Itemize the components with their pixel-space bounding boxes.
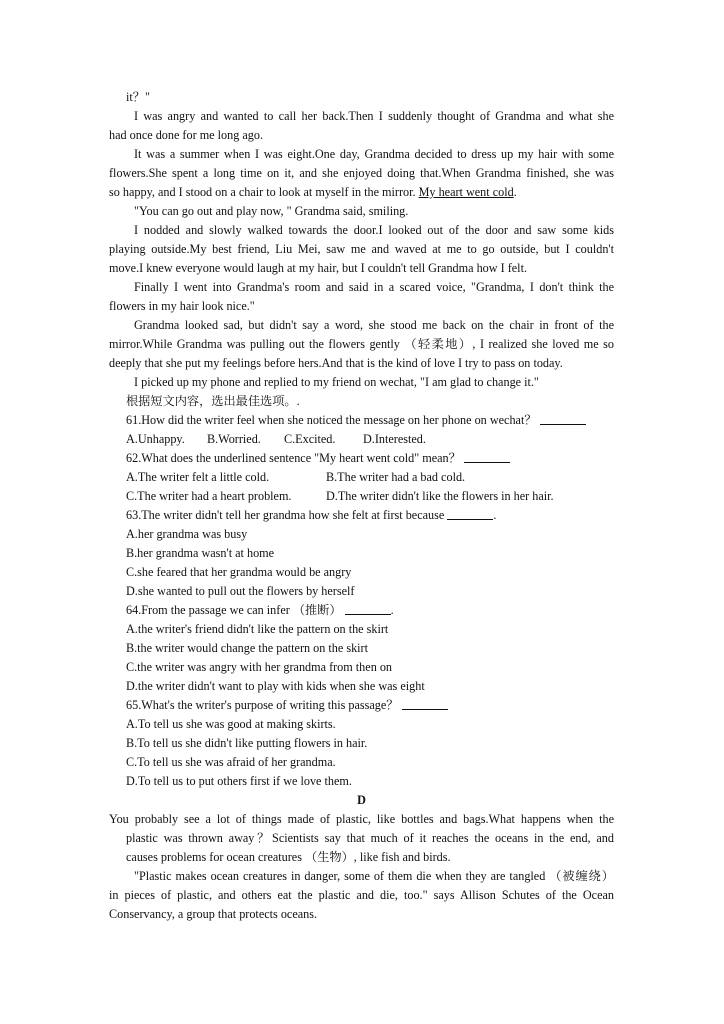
options-row — [109, 487, 614, 506]
answer-blank[interactable] — [402, 697, 448, 710]
option[interactable]: D.The writer didn't like the flowers in her hair. — [326, 489, 554, 503]
option[interactable]: A.her grandma was busy — [126, 527, 248, 541]
passage-text: so happy, and I stood on a chair to look at myself in the mirror. — [109, 185, 419, 199]
options-row — [109, 468, 614, 487]
option[interactable]: A.To tell us she was good at making skirts. — [126, 717, 336, 731]
option[interactable]: B.her grandma wasn't at home — [126, 546, 275, 560]
passage-line: mirror.While Grandma was pulling out the flowers gently （轻柔地）, I realized she loved me so — [109, 337, 614, 351]
question-stem: 63.The writer didn't tell her grandma how she felt at first because . — [126, 508, 497, 522]
section-heading: D — [357, 793, 366, 807]
passage-line: playing outside.My best friend, Liu Mei, saw me and waved at me to go outside, but I couldn't — [109, 242, 614, 256]
option[interactable]: C.she feared that her grandma would be angry — [126, 565, 352, 579]
passage-line: "You can go out and play now, " Grandma said, smiling. — [134, 204, 409, 218]
passage-line: Grandma looked sad, but didn't say a word, she stood me back on the chair in front of the — [134, 318, 614, 332]
passage-line: it？" — [126, 90, 150, 104]
passage-line: I was angry and wanted to call her back.Then I suddenly thought of Grandma and what she — [134, 109, 614, 123]
passage-line: in pieces of plastic, and others eat the plastic and die, too." says Allison Schutes of the Ocean — [109, 888, 614, 902]
question-stem: 65.What's the writer's purpose of writing this passage？ — [109, 696, 614, 715]
question-stem: 64.From the passage we can infer （推断） . — [126, 603, 394, 617]
option[interactable]: A.the writer's friend didn't like the pattern on the skirt — [126, 622, 389, 636]
passage-line: causes problems for ocean creatures （生物）, like fish and birds. — [126, 850, 451, 864]
option[interactable]: C.the writer was angry with her grandma from then on — [126, 660, 393, 674]
option[interactable]: D.she wanted to pull out the flowers by herself — [126, 584, 355, 598]
option[interactable]: A.The writer felt a little cold. — [126, 470, 270, 484]
question-stem: 61.How did the writer feel when she noticed the message on her phone on wechat？ — [109, 411, 614, 430]
underlined-sentence: My heart went cold — [418, 185, 514, 199]
option[interactable]: A.Unhappy. — [126, 432, 185, 446]
option[interactable]: C.To tell us she was afraid of her grandma. — [126, 755, 336, 769]
page-content — [109, 88, 614, 924]
passage-line: It was a summer when I was eight.One day, Grandma decided to dress up my hair with some — [134, 147, 614, 161]
passage-line: deeply that she put my feelings before hers.And that is the kind of love I try to pass on today. — [109, 356, 563, 370]
passage-line: had once done for me long ago. — [109, 128, 263, 142]
option[interactable]: B.To tell us she didn't like putting flowers in hair. — [126, 736, 368, 750]
question-stem: 62.What does the underlined sentence "My heart went cold" mean？ — [109, 449, 614, 468]
passage-line: move.I knew everyone would laugh at my hair, but I couldn't tell Grandma how I felt. — [109, 261, 527, 275]
answer-blank[interactable] — [540, 412, 586, 425]
passage-line: "Plastic makes ocean creatures in danger, some of them die when they are tangled （被缠绕） — [134, 869, 614, 883]
option[interactable]: D.the writer didn't want to play with kids when she was eight — [126, 679, 425, 693]
option[interactable]: C.The writer had a heart problem. — [126, 489, 292, 503]
option[interactable]: B.Worried. — [207, 432, 261, 446]
passage-line: I picked up my phone and replied to my friend on wechat, "I am glad to change it." — [134, 375, 539, 389]
option[interactable]: D.Interested. — [363, 432, 426, 446]
instruction: 根据短文内容，选出最佳选项。. — [126, 394, 300, 408]
option[interactable]: D.To tell us to put others first if we love them. — [126, 774, 352, 788]
passage-line: Conservancy, a group that protects oceans. — [109, 907, 318, 921]
passage-line: You probably see a lot of things made of plastic, like bottles and bags.What happens when the — [109, 812, 614, 826]
passage-line: flowers.She spent a long time on it, and she enjoyed doing that.When Grandma finished, she was — [109, 166, 614, 180]
option[interactable]: B.The writer had a bad cold. — [326, 470, 466, 484]
options-row — [109, 430, 614, 449]
passage-line: Finally I went into Grandma's room and said in a scared voice, "Grandma, I don't think the — [134, 280, 614, 294]
passage-line — [109, 183, 614, 202]
answer-blank[interactable] — [447, 507, 493, 520]
option[interactable]: C.Excited. — [284, 432, 336, 446]
passage-line: flowers in my hair look nice." — [109, 299, 255, 313]
passage-line: plastic was thrown away？Scientists say that much of it reaches the oceans in the end, and — [126, 831, 614, 845]
passage-line: I nodded and slowly walked towards the door.I looked out of the door and saw some kids — [134, 223, 614, 237]
option[interactable]: B.the writer would change the pattern on the skirt — [126, 641, 368, 655]
answer-blank[interactable] — [345, 602, 391, 615]
answer-blank[interactable] — [464, 450, 510, 463]
passage-text: . — [513, 185, 517, 199]
